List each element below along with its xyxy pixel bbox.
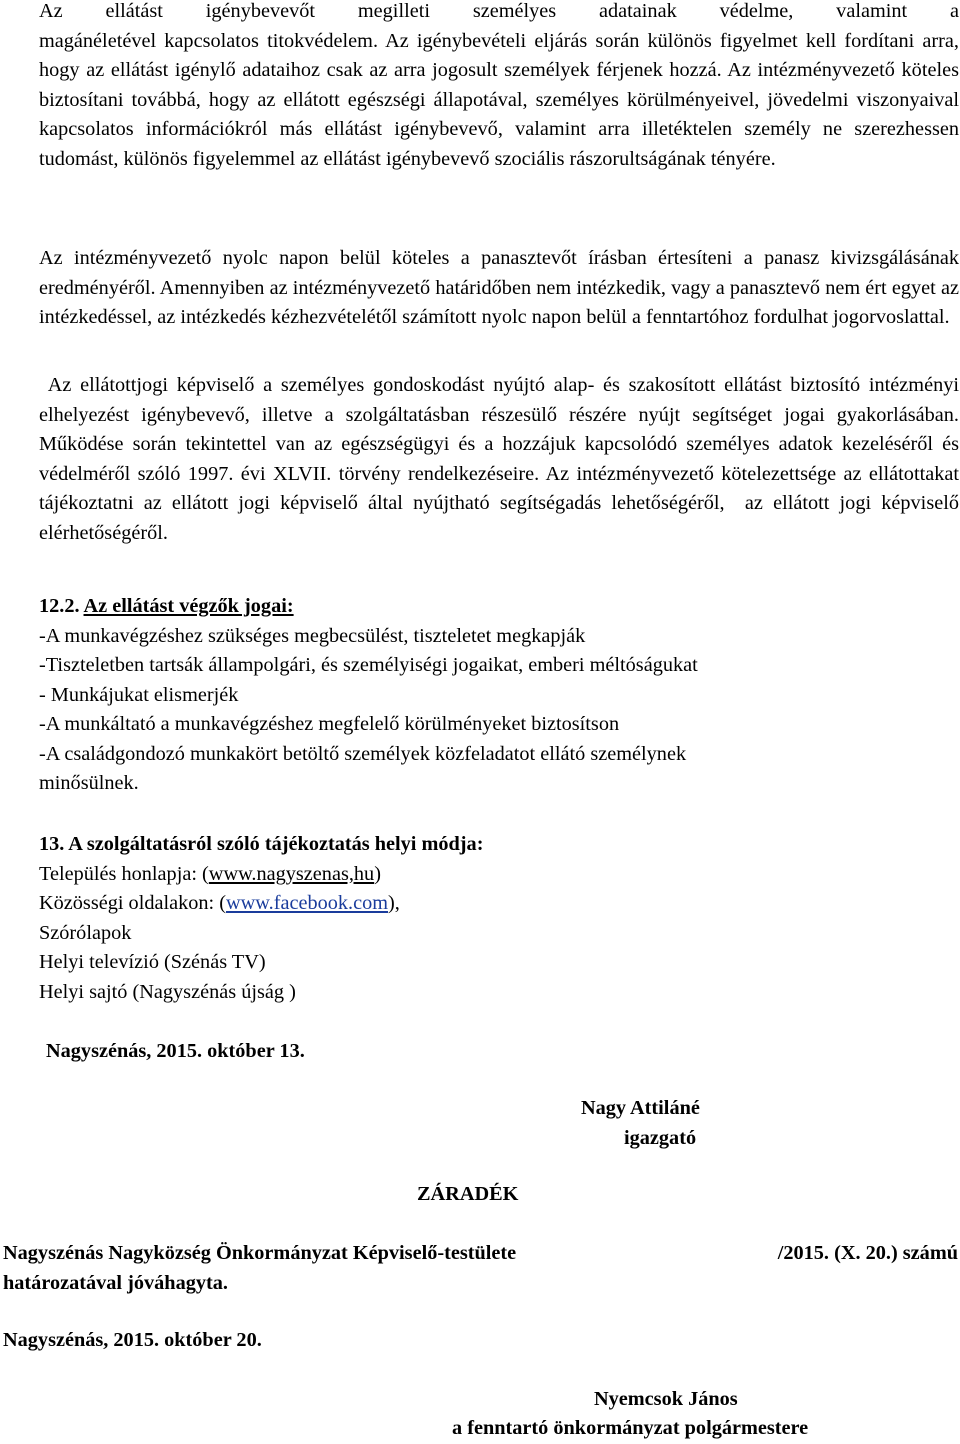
section-12-2-heading <box>39 592 959 622</box>
paragraph-complaint-text: Az intézményvezető nyolc napon belül köteles a panasztevőt írásban értesíteni a panasz kivizsgálásának eredményéről. Amennyiben az intézményvezető határidőben nem intézkedik, vagy a panasztevő nem ért egyet az intézkedéssel, az intézkedés kézhezvételétől számított nyolc napon belül a fenntartóhoz fordulhat jogorvoslattal. <box>39 247 959 328</box>
zaradek-line1-right: /2015. (X. 20.) számú <box>777 1242 958 1264</box>
rights-item: -Tiszteletben tartsák állampolgári, és személyiségi jogaikat, emberi méltóságukat <box>39 654 698 676</box>
tv-line: Helyi televízió (Szénás TV) <box>39 951 266 973</box>
rights-item: -A családgondozó munkakört betöltő személyek közfeladatot ellátó személynek <box>39 742 687 765</box>
zaradek-heading: ZÁRADÉK <box>417 1183 519 1205</box>
website-suffix: ) <box>374 862 381 885</box>
rights-item: - Munkájukat elismerjék <box>39 683 239 706</box>
zaradek-line2: határozatával jóváhagyta. <box>3 1272 228 1294</box>
paragraph-complaint <box>39 244 959 333</box>
social-suffix: ), <box>388 892 400 914</box>
place-date-2: Nagyszénás, 2015. október 20. <box>3 1329 262 1351</box>
section-12-2-number: 12.2. <box>39 595 80 617</box>
section-12-2 <box>39 592 959 799</box>
signer-name-1: Nagy Attiláné <box>581 1097 700 1119</box>
facebook-link[interactable]: www.facebook.com <box>226 892 389 914</box>
flyers-line: Szórólapok <box>39 921 132 944</box>
section-13-heading: 13. A szolgáltatásról szóló tájékoztatás helyi módja: <box>39 833 484 855</box>
rights-item: -A munkáltató a munkavégzéshez megfelelő körülményeket biztosítson <box>39 713 620 735</box>
signer-title-2: a fenntartó önkormányzat polgármestere <box>452 1417 809 1439</box>
section-12-2-title: Az ellátást végzők jogai: <box>83 595 294 617</box>
place-date-1: Nagyszénás, 2015. október 13. <box>46 1040 305 1062</box>
paragraph-data-protection-first-line: Az ellátást igénybevevőt megilleti személyes adatainak védelme, valamint a <box>39 0 959 22</box>
paragraph-data-protection <box>39 0 959 174</box>
paragraph-representative <box>39 371 959 548</box>
signer-title-1: igazgató <box>624 1127 697 1149</box>
section-13 <box>39 830 959 1007</box>
rights-item: -A munkavégzéshez szükséges megbecsülést, tiszteletet megkapják <box>39 624 586 647</box>
social-prefix: Közösségi oldalakon: ( <box>39 892 226 914</box>
website-line <box>39 860 959 890</box>
website-link[interactable]: www.nagyszenas,hu <box>208 862 375 885</box>
rights-item-continuation: minősülnek. <box>39 772 139 794</box>
paragraph-representative-text: Az ellátottjogi képviselő a személyes gondoskodást nyújtó alap- és szakosított ellátást biztosító intézményi elhelyezést igénybevevő, illetve a szolgáltatásban részesülő részére nyújt segítséget jogai gyakorlásában. Működése során tekintettel van az egészségügyi és a hozzájuk kapcsolódó személyes adatok kezeléséről és védelméről szóló 1997. évi XLVII. törvény rendelkezéseire. Az intézményvezető kötelezettsége az ellátottakat tájékoztatni az ellátott jogi képviselő által nyújtható segítségadás lehetőségéről, az ellátott jogi képviselő elérhetőségéről. <box>39 374 959 544</box>
social-line <box>39 889 959 919</box>
paragraph-data-protection-body: magánéletével kapcsolatos titokvédelem. Az igénybevételi eljárás során különös figyelmet kell fordítani arra, hogy az ellátást igénylő adataihoz csak az arra jogosult személyek férjenek hozzá. Az intézményvezető köteles biztosítani továbbá, hogy az ellátott egészségi állapotával, személyes körülményeivel, jövedelmi viszonyaival kapcsolatos információkról más ellátást igénybevevő, valamint arra illetéktelen személy ne szerezhessen tudomást, különös figyelemmel az ellátást igénybevevő szociális rászorultságának tényére. <box>39 29 959 170</box>
signer-name-2: Nyemcsok János <box>594 1388 738 1410</box>
zaradek-line1-left: Nagyszénás Nagyközség Önkormányzat Képviselő-testülete <box>3 1242 517 1264</box>
press-line: Helyi sajtó (Nagyszénás újság ) <box>39 980 296 1003</box>
website-prefix: Település honlapja: ( <box>39 862 209 885</box>
